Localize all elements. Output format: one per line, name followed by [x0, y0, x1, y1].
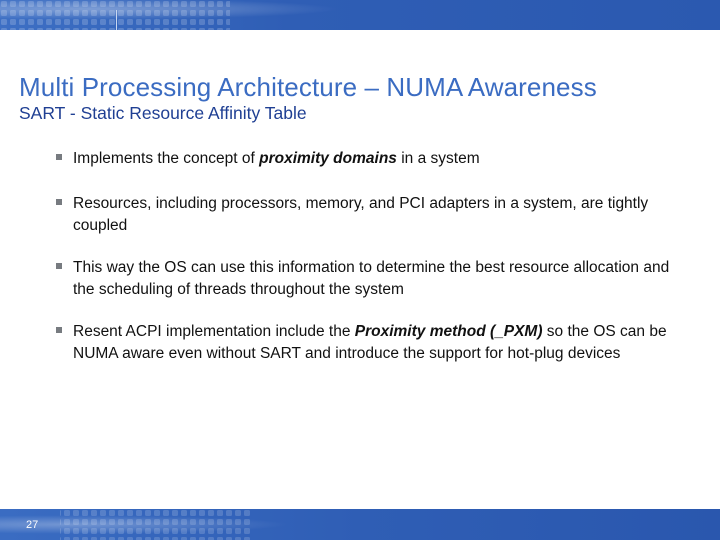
slide-subtitle: SART - Static Resource Affinity Table — [19, 103, 307, 123]
bottom-banner — [0, 509, 720, 540]
top-banner — [0, 0, 720, 30]
bullet-text: Resources, including processors, memory, and PCI adapters in a system, are tightly coupled — [73, 195, 649, 234]
square-bullet-icon — [56, 263, 62, 269]
page-number: 27 — [26, 519, 39, 531]
square-bullet-icon — [56, 199, 62, 205]
bullet-item — [56, 321, 676, 364]
bullet-text: Implements the concept of proximity domains in a system — [73, 150, 480, 167]
top-divider — [116, 10, 117, 30]
bullet-item — [56, 257, 676, 300]
bullet-emphasis: Proximity method (_PXM) — [354, 323, 543, 340]
slide-title: Multi Processing Architecture – NUMA Awareness — [19, 72, 597, 102]
bullet-emphasis: proximity domains — [259, 150, 397, 167]
bullet-text: Resent ACPI implementation include the Proximity method (_PXM) so the OS can be NUMA aware even without SART and introduce the support for hot-plug devices — [73, 323, 667, 362]
bullet-text: This way the OS can use this information to determine the best resource allocation and the scheduling of threads throughout the system — [73, 259, 670, 298]
banner-pattern-bottom — [0, 509, 720, 540]
bullet-item — [56, 148, 676, 170]
square-bullet-icon — [56, 154, 62, 160]
banner-pattern-top — [0, 0, 720, 30]
square-bullet-icon — [56, 327, 62, 333]
bullet-item — [56, 193, 676, 236]
